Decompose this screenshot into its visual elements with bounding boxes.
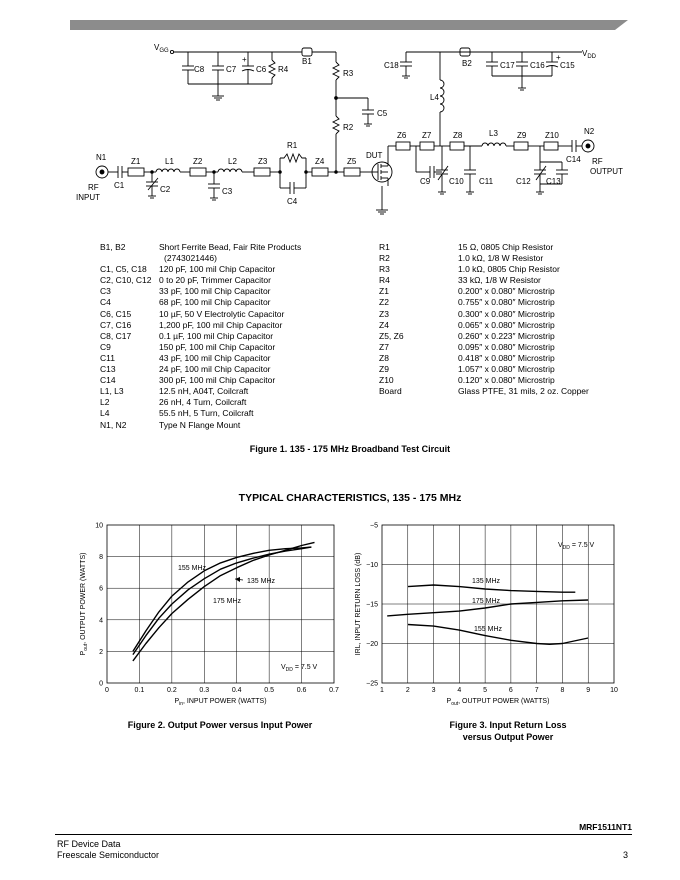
x-tick-label: 5: [483, 687, 488, 694]
part-ref: R1: [379, 242, 390, 252]
c16-label: C16: [530, 61, 545, 70]
part-ref: C9: [100, 341, 111, 352]
y-tick-label: −25: [366, 680, 378, 688]
test-circuit-schematic: [0, 0, 680, 240]
output-power-chart: [75, 515, 355, 715]
part-desc: 300 pF, 100 mil Chip Capacitor: [159, 375, 276, 386]
part-ref: Z10: [379, 375, 394, 386]
c17-label: C17: [500, 61, 515, 70]
y-tick-label: 2: [99, 648, 103, 656]
x-tick-label: 0.1: [134, 687, 145, 694]
parts-row: [100, 309, 301, 320]
parts-list-right: [379, 242, 589, 397]
l3-label: L3: [489, 129, 498, 138]
part-desc: 0.755″ x 0.080″ Microstrip: [458, 297, 555, 308]
part-ref: Z2: [379, 297, 389, 308]
x-tick-label: 8: [560, 687, 565, 694]
z1-label: Z1: [131, 157, 141, 166]
section-heading: TYPICAL CHARACTERISTICS, 135 - 175 MHz: [238, 492, 462, 504]
parts-row: [100, 386, 301, 397]
part-desc: 24 pF, 100 mil Chip Capacitor: [159, 364, 271, 375]
return-loss-chart: [352, 515, 632, 715]
parts-row: [379, 309, 589, 320]
parts-row: [379, 331, 589, 342]
part-ref: C14: [100, 375, 116, 386]
vdd-label: $V_{DD}$: [582, 49, 597, 60]
x-tick-label: 7: [534, 687, 539, 694]
series-line-135-mhz: [408, 585, 576, 592]
z4-label: Z4: [315, 157, 325, 166]
parts-row: [100, 353, 301, 364]
part-ref: Z8: [379, 352, 389, 363]
parts-row: [379, 386, 589, 397]
dut-label: DUT: [366, 151, 383, 160]
x-tick-label: 2: [405, 687, 410, 694]
parts-row: [100, 275, 301, 286]
parts-row: [100, 331, 301, 342]
z6-label: Z6: [397, 131, 407, 140]
figure3-caption-line2: versus Output Power: [462, 732, 554, 742]
y-tick-label: 4: [99, 617, 103, 625]
part-desc: 1.0 kΩ, 0805 Chip Resistor: [458, 264, 560, 275]
c6-plus: +: [242, 55, 247, 64]
c4-label: C4: [287, 197, 298, 206]
parts-row: [379, 364, 589, 375]
part-desc: 43 pF, 100 mil Chip Capacitor: [159, 352, 271, 363]
part-desc: 0.418″ x 0.080″ Microstrip: [458, 352, 555, 363]
part-ref: C1, C5, C18: [100, 264, 147, 275]
rf-input-label-1: RF: [88, 183, 99, 192]
part-ref: C7, C16: [100, 319, 132, 330]
c18-label: C18: [384, 61, 399, 70]
l2-label: L2: [228, 157, 237, 166]
x-tick-label: 0.5: [264, 687, 275, 694]
rf-output-label-1: RF: [592, 157, 603, 166]
part-ref: L2: [100, 397, 110, 408]
parts-row: [100, 253, 301, 264]
part-ref: C4: [100, 297, 111, 308]
vgg-label: $V_{GG}$: [154, 43, 169, 54]
part-ref: R3: [379, 264, 390, 275]
parts-row: [100, 364, 301, 375]
y-tick-label: −5: [370, 522, 378, 530]
c15-label: C15: [560, 61, 575, 70]
part-ref: C3: [100, 286, 111, 297]
y-axis-label: $P_{out}$, OUTPUT POWER (WATTS): [80, 552, 89, 656]
c2-label: C2: [160, 185, 171, 194]
parts-row: [100, 397, 301, 408]
x-axis-label: $P_{out}$, OUTPUT POWER (WATTS): [446, 698, 550, 707]
parts-row: [100, 297, 301, 308]
parts-row: [100, 408, 301, 419]
series-label: 155 MHz: [178, 565, 207, 572]
part-ref: C11: [100, 352, 115, 363]
footer-line2: Freescale Semiconductor: [57, 850, 160, 860]
part-desc: 0.1 µF, 100 mil Chip Capacitor: [159, 330, 274, 341]
z7-label: Z7: [422, 131, 432, 140]
z5-label: Z5: [347, 157, 357, 166]
part-ref: R4: [379, 275, 390, 286]
z2-label: Z2: [193, 157, 203, 166]
part-desc: 12.5 nH, A04T, Coilcraft: [159, 386, 249, 397]
y-tick-label: 0: [99, 680, 103, 688]
part-desc: 55.5 nH, 5 Turn, Coilcraft: [159, 408, 254, 419]
parts-row: [379, 275, 589, 286]
part-desc: 0.120″ x 0.080″ Microstrip: [458, 375, 555, 386]
x-tick-label: 3: [431, 687, 436, 694]
part-desc: 0.260″ x 0.223″ Microstrip: [458, 330, 555, 341]
footer-page-number: 3: [622, 850, 628, 860]
part-desc: 68 pF, 100 mil Chip Capacitor: [159, 297, 271, 308]
part-desc: 26 nH, 4 Turn, Coilcraft: [159, 397, 247, 408]
part-desc: 0.300″ x 0.080″ Microstrip: [458, 308, 555, 319]
parts-row: [379, 342, 589, 353]
part-desc: 33 pF, 100 mil Chip Capacitor: [159, 286, 271, 297]
c11-label: C11: [479, 177, 494, 186]
z3-label: Z3: [258, 157, 268, 166]
part-ref: Z9: [379, 364, 389, 375]
z8-label: Z8: [453, 131, 463, 140]
part-ref: B1, B2: [100, 242, 126, 252]
r3-label: R3: [343, 69, 354, 78]
part-ref: C6, C15: [100, 308, 132, 319]
z10-label: Z10: [545, 131, 559, 140]
part-desc: 0.065″ x 0.080″ Microstrip: [458, 319, 555, 330]
y-tick-label: −20: [366, 641, 378, 648]
parts-row: [379, 320, 589, 331]
series-label: 175 MHz: [472, 598, 501, 605]
x-axis-label: $P_{in}$, INPUT POWER (WATTS): [174, 698, 267, 707]
n2-label: N2: [584, 127, 595, 136]
part-ref: Z1: [379, 286, 389, 297]
figure1-caption: Figure 1. 135 - 175 MHz Broadband Test Circuit: [249, 444, 451, 454]
part-desc: 1.057″ x 0.080″ Microstrip: [458, 364, 555, 375]
part-desc: 1,200 pF, 100 mil Chip Capacitor: [159, 319, 283, 330]
c6-label: C6: [256, 65, 267, 74]
c14-label: C14: [566, 155, 581, 164]
parts-row: [100, 286, 301, 297]
r2-label: R2: [343, 123, 354, 132]
part-desc: 150 pF, 100 mil Chip Capacitor: [159, 341, 276, 352]
l1-label: L1: [165, 157, 174, 166]
part-ref: Z4: [379, 319, 389, 330]
c8-label: C8: [194, 65, 205, 74]
figure3-caption-line1: Figure 3. Input Return Loss: [449, 720, 567, 730]
x-tick-label: 1: [380, 687, 384, 694]
n1-label: N1: [96, 153, 107, 162]
r1-label: R1: [287, 141, 298, 150]
x-tick-label: 0: [105, 687, 109, 694]
part-ref: R2: [379, 253, 390, 264]
y-axis-label: IRL, INPUT RETURN LOSS (dB): [355, 552, 362, 656]
part-ref: C8, C17: [100, 330, 132, 341]
part-ref: N1, N2: [100, 419, 127, 430]
parts-list-left: [100, 242, 301, 431]
footer-rule: [55, 834, 632, 835]
series-label: 135 MHz: [247, 578, 276, 585]
series-label: 155 MHz: [474, 626, 503, 633]
b2-label: B2: [462, 59, 472, 68]
x-tick-label: 0.2: [166, 687, 177, 694]
x-tick-label: 9: [586, 687, 591, 694]
series-label: 175 MHz: [213, 598, 242, 605]
part-ref: Board: [379, 386, 402, 397]
x-tick-label: 10: [610, 687, 618, 694]
parts-row: [379, 286, 589, 297]
c1-label: C1: [114, 181, 125, 190]
part-ref: Z7: [379, 341, 389, 352]
c3-label: C3: [222, 187, 233, 196]
part-desc: (2743021446): [164, 253, 217, 264]
part-desc: 33 kΩ, 1/8 W Resistor: [458, 275, 541, 286]
parts-row: [379, 253, 589, 264]
b1-label: B1: [302, 57, 312, 66]
parts-row: [379, 242, 589, 253]
c10-label: C10: [449, 177, 464, 186]
part-desc: Glass PTFE, 31 mils, 2 oz. Copper: [458, 386, 589, 397]
part-desc: 10 µF, 50 V Electrolytic Capacitor: [159, 308, 285, 319]
c5-label: C5: [377, 109, 388, 118]
rf-output-label-2: OUTPUT: [590, 167, 623, 176]
part-desc: 15 Ω, 0805 Chip Resistor: [458, 242, 554, 252]
l4-label: L4: [430, 93, 439, 102]
x-tick-label: 0.4: [231, 687, 242, 694]
part-desc: 120 pF, 100 mil Chip Capacitor: [159, 264, 276, 275]
part-desc: Short Ferrite Bead, Fair Rite Products: [159, 242, 302, 252]
c9-label: C9: [420, 177, 431, 186]
part-ref: [100, 253, 159, 264]
footer-part-number: MRF1511NT1: [579, 822, 632, 832]
part-ref: C2, C10, C12: [100, 275, 152, 286]
parts-row: [100, 342, 301, 353]
parts-row: [100, 420, 301, 431]
vdd-annotation: $V_{DD} = 7.5$ V: [281, 664, 318, 673]
y-tick-label: −10: [366, 562, 378, 569]
parts-row: [379, 375, 589, 386]
parts-row: [379, 353, 589, 364]
part-ref: Z3: [379, 308, 389, 319]
parts-row: [379, 264, 589, 275]
y-tick-label: −15: [366, 601, 378, 609]
x-tick-label: 0.3: [199, 687, 210, 694]
parts-row: [100, 242, 301, 253]
part-ref: L4: [100, 408, 110, 419]
annotation-arrowhead: [235, 577, 240, 582]
y-tick-label: 6: [99, 585, 103, 593]
part-ref: L1, L3: [100, 386, 124, 397]
vdd-annotation: $V_{DD} = 7.5$ V: [558, 542, 595, 551]
c15-plus: +: [556, 53, 561, 62]
z9-label: Z9: [517, 131, 527, 140]
parts-row: [100, 264, 301, 275]
series-label: 135 MHz: [472, 578, 501, 585]
part-ref: C13: [100, 364, 116, 375]
part-ref: Z5, Z6: [379, 330, 404, 341]
x-tick-label: 6: [508, 687, 513, 694]
y-tick-label: 8: [99, 554, 103, 562]
x-tick-label: 0.7: [329, 687, 339, 694]
part-desc: 0.095″ x 0.080″ Microstrip: [458, 341, 555, 352]
part-desc: Type N Flange Mount: [159, 419, 241, 430]
y-tick-label: 10: [95, 522, 103, 530]
footer-line1: RF Device Data: [57, 839, 121, 849]
c7-label: C7: [226, 65, 237, 74]
part-desc: 1.0 kΩ, 1/8 W Resistor: [458, 253, 544, 264]
c13-label: C13: [546, 177, 561, 186]
parts-row: [100, 375, 301, 386]
x-tick-label: 4: [457, 687, 462, 694]
c12-label: C12: [516, 177, 531, 186]
figure2-caption: Figure 2. Output Power versus Input Power: [127, 720, 313, 730]
rf-input-label-2: INPUT: [76, 193, 100, 202]
x-tick-label: 0.6: [296, 687, 307, 694]
part-desc: 0.200″ x 0.080″ Microstrip: [458, 286, 555, 297]
r4-label: R4: [278, 65, 289, 74]
parts-row: [100, 320, 301, 331]
part-desc: 0 to 20 pF, Trimmer Capacitor: [159, 275, 271, 286]
parts-row: [379, 297, 589, 308]
